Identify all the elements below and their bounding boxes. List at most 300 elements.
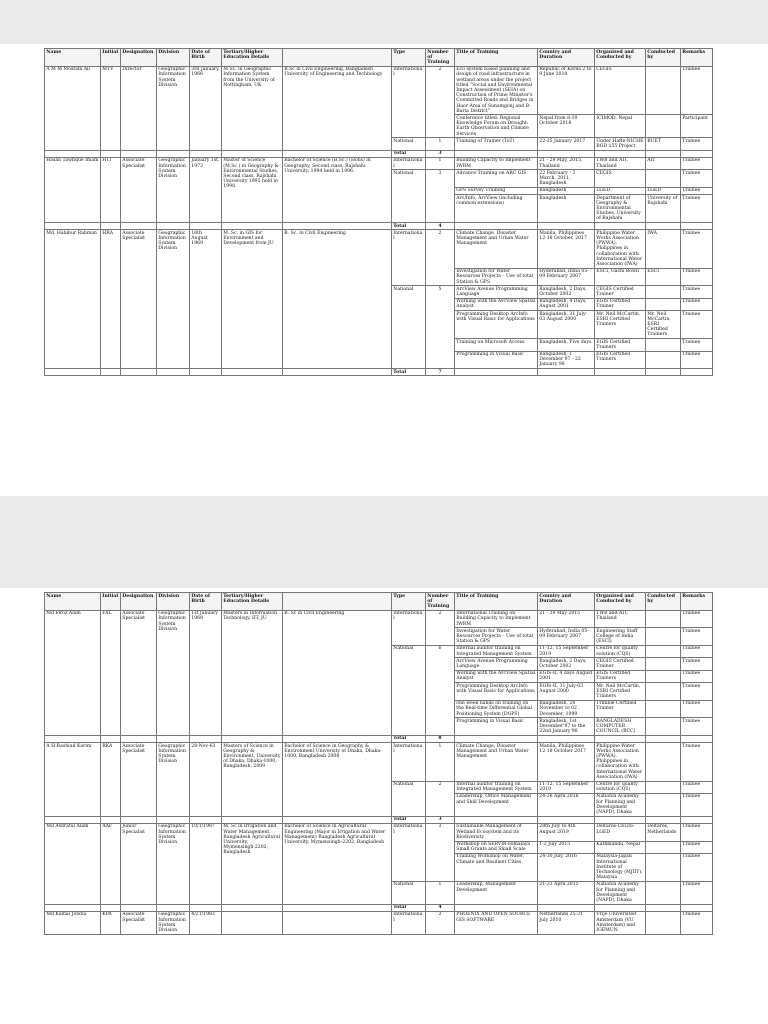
person-designation: Associate Specialist: [121, 743, 157, 817]
person-initial: MTV: [101, 66, 121, 150]
training-title: ArcView Avenue Programming Language: [455, 658, 538, 670]
training-organizer: Engineering Staff College of India (ESCI): [595, 628, 646, 646]
training-title: Building Capacity to Implement IWRM: [455, 157, 538, 169]
training-title: Working with the ArcView Spatial Analyst: [455, 298, 538, 310]
blank-cell: [121, 150, 157, 157]
training-type: National: [392, 781, 426, 816]
training-count: 1: [426, 881, 455, 904]
training-type: International: [392, 911, 426, 934]
column-header: Type: [392, 49, 426, 67]
training-country-duration: Netherlands 25-31 July 2010: [538, 911, 595, 934]
training-organizer: Deltares-CEGIS-LGED: [595, 823, 646, 841]
training-organizer: CEGIS Certified Trainer: [595, 286, 646, 298]
training-remark: Trainee: [681, 66, 713, 115]
training-country-duration: 21 - 29 May 2015: [538, 610, 595, 628]
total-label: Total: [392, 816, 426, 823]
training-country-duration: Bangladesh, 2 Days, October 2002: [538, 658, 595, 670]
blank-cell: [222, 816, 283, 823]
total-count: 4: [426, 904, 455, 911]
training-count: 5: [426, 286, 455, 369]
training-conducted-by: University of Rajshahi: [646, 195, 681, 223]
training-title: Investigation for Water Resources Projects – Use of total Station & GPS: [455, 628, 538, 646]
training-organizer: ICIMOD, Nepal: [595, 115, 646, 138]
blank-cell: [595, 150, 646, 157]
total-row: [45, 369, 713, 376]
training-remark: Trainee: [681, 823, 713, 841]
person-name: Md. Habibur Rahman: [45, 230, 101, 369]
training-country-duration: Hyderabad, India 05-09 February 2007: [538, 628, 595, 646]
column-header: [283, 49, 392, 67]
training-remark: Trainee: [681, 841, 713, 853]
blank-cell: [283, 816, 392, 823]
training-title: International Training on Building Capacity to Implement IWRM: [455, 610, 538, 628]
training-title: PHOENIX AND OPEN SOURCE GIS SOFTWARE: [455, 911, 538, 934]
blank-cell: [157, 223, 190, 230]
total-label: Total: [392, 735, 426, 742]
blank-cell: [646, 816, 681, 823]
training-conducted-by: [646, 853, 681, 881]
training-remark: Trainee: [681, 339, 713, 351]
education-postgraduate: M. Sc. in GIS for Environment and Development from JU: [222, 230, 283, 369]
training-remark: Trainee: [681, 911, 713, 934]
blank-cell: [595, 904, 646, 911]
blank-cell: [101, 223, 121, 230]
blank-cell: [595, 816, 646, 823]
column-header: Conducted by: [646, 593, 681, 611]
blank-cell: [157, 150, 190, 157]
training-conducted-by: [646, 628, 681, 646]
training-country-duration: 28th July to 4th August 2019: [538, 823, 595, 841]
blank-cell: [681, 150, 713, 157]
training-organizer: CEGIS Certified Trainer: [595, 658, 646, 670]
person-designation: Associate Specialist: [121, 610, 157, 735]
training-conducted-by: [646, 339, 681, 351]
training-country-duration: EGIS-II, 4 days August 2001: [538, 670, 595, 682]
total-row: [45, 816, 713, 823]
column-header: Initial: [101, 593, 121, 611]
total-label: Total: [392, 150, 426, 157]
training-remark: Trainee: [681, 781, 713, 793]
blank-cell: [190, 904, 222, 911]
training-remark: Trainee: [681, 157, 713, 169]
training-country-duration: 21 - 29 May, 2015, Thailand: [538, 157, 595, 169]
training-type: International: [392, 610, 426, 645]
training-conducted-by: [646, 841, 681, 853]
column-header: [283, 593, 392, 611]
blank-cell: [222, 223, 283, 230]
training-country-duration: Bangladesh, 1 December 97 - 22 January 98: [538, 351, 595, 369]
training-conducted-by: [646, 683, 681, 701]
blank-cell: [101, 904, 121, 911]
column-header: Tertiary/Higher Education Details: [222, 593, 283, 611]
training-conducted-by: [646, 911, 681, 934]
column-header: Date of Birth: [190, 593, 222, 611]
blank-cell: [157, 816, 190, 823]
training-title: Training Workshop on Water, Climate and Resilient Cities: [455, 853, 538, 881]
blank-cell: [222, 735, 283, 742]
total-count: 3: [426, 816, 455, 823]
total-row: [45, 150, 713, 157]
column-header: Number of Training: [426, 49, 455, 67]
person-division: Geographic Information System Division: [157, 743, 190, 817]
column-header: Date of Birth: [190, 49, 222, 67]
blank-cell: [595, 735, 646, 742]
training-conducted-by: IWA: [646, 230, 681, 268]
training-remark: Trainee: [681, 230, 713, 268]
training-title: Programming Desktop ArcInfo with Visual Basic for Applications: [455, 683, 538, 701]
training-country-duration: Bangladesh, 2 Days, October 2002: [538, 286, 595, 298]
person-initial: FAL: [101, 610, 121, 735]
training-title: Sustainable Management of Wetland Ecosystem and its Biodiversity: [455, 823, 538, 841]
training-count: 2: [426, 66, 455, 138]
training-organizer: CEGIS: [595, 66, 646, 115]
table-header-row: [45, 49, 713, 67]
training-title: Leadership, Management Development: [455, 881, 538, 904]
person-name: A H Rashiud Karim: [45, 743, 101, 817]
training-remark: Trainee: [681, 138, 713, 150]
training-organizer: Vrije Universiteit Amsterdam (VU Amsterdam) and IGEMUN: [595, 911, 646, 934]
total-label: Total: [392, 223, 426, 230]
total-row: [45, 904, 713, 911]
blank-cell: [222, 150, 283, 157]
education-graduate: Bachelor of Science in Agricultural Engineering (Major in Irrigation and Water Management) Bangladesh Agricultural University, Mymensingh-2202, Bangladesh: [283, 823, 392, 904]
education-graduate: [283, 911, 392, 934]
training-title: Programming Desktop ArcInfo with Visual Basic for Applications: [455, 311, 538, 339]
training-conducted-by: [646, 351, 681, 369]
blank-cell: [157, 369, 190, 376]
person-initial: RKA: [101, 743, 121, 817]
blank-cell: [455, 735, 538, 742]
training-remark: Trainee: [681, 628, 713, 646]
training-country-duration: Bangladesh, 31 July-03 August 2000: [538, 311, 595, 339]
training-organizer: Under Haffe-NICHE BGD 155 Project: [595, 138, 646, 150]
training-title: Workshop on SERVIR-Himalaya Small Grants and Small Scale: [455, 841, 538, 853]
training-title: ArcView Avenue Programming Language: [455, 286, 538, 298]
blank-cell: [45, 735, 101, 742]
training-count: 1: [426, 743, 455, 781]
training-type: National: [392, 138, 426, 150]
education-postgraduate: M.Sc. in Geographic Information System from the University of Nottingham, UK: [222, 66, 283, 150]
training-count: 6: [426, 645, 455, 735]
blank-cell: [681, 904, 713, 911]
blank-cell: [455, 223, 538, 230]
training-title: Eco system based planning and design of road infrastructure in wetland areas under the project titled "Social and Environmental Impact Assessment (SEIA) on Construction of Prime Minister's Committed Roads and Bridges in Haor Area of Sunamgonj and B-Baria District": [455, 66, 538, 115]
training-remark: Trainee: [681, 195, 713, 223]
education-postgraduate: Master of Science (M.Sc.) in Geography & Environmental Studies, Second class, Rajshahi University 1995 held in 1998.: [222, 157, 283, 222]
blank-cell: [283, 223, 392, 230]
training-count: 3: [426, 823, 455, 881]
person-name: Md Kamal Jondia: [45, 911, 101, 934]
training-remark: Trainee: [681, 718, 713, 736]
total-row: [45, 735, 713, 742]
training-type: International: [392, 230, 426, 286]
person-initial: HTI: [101, 157, 121, 222]
blank-cell: [101, 150, 121, 157]
table-row: [45, 157, 713, 169]
training-organizer: Centre for quality solution (CQS): [595, 781, 646, 793]
training-remark: Trainee: [681, 793, 713, 816]
training-organizer: LGED: [595, 187, 646, 194]
training-remark: Trainee: [681, 311, 713, 339]
training-title: Programming in Visual Basic: [455, 351, 538, 369]
blank-cell: [283, 735, 392, 742]
total-count: 7: [426, 369, 455, 376]
training-count: 1: [426, 157, 455, 169]
training-country-duration: 1-2 July 2015: [538, 841, 595, 853]
blank-cell: [121, 223, 157, 230]
training-country-duration: Republic of Korea 2 to 9 June 2018: [538, 66, 595, 115]
blank-cell: [538, 150, 595, 157]
date-of-birth: 4/21/1983: [190, 911, 222, 934]
training-organizer: National Academy for Planning and Development (NAPD), Dhaka: [595, 793, 646, 816]
blank-cell: [45, 816, 101, 823]
training-type: National: [392, 286, 426, 369]
training-title: Conference titled: Regional Knowledge Forum on Drought: Earth Observation and Climate Services: [455, 115, 538, 138]
blank-cell: [222, 904, 283, 911]
training-title: Internal auditor training on Integrated Management System: [455, 645, 538, 657]
training-conducted-by: [646, 670, 681, 682]
date-of-birth: 16th August 1969: [190, 230, 222, 369]
training-country-duration: Manila, Philippines 12-18 October, 2017: [538, 230, 595, 268]
training-count: 2: [426, 911, 455, 934]
column-header: Country and Duration: [538, 593, 595, 611]
education-postgraduate: Masters of Science in Geography & Environment, University of Dhaka, Dhaka-1000, Bangladesh, 2009: [222, 743, 283, 817]
training-country-duration: Bangladesh, 1st December'97 to the 22nd January'98: [538, 718, 595, 736]
blank-cell: [101, 735, 121, 742]
training-country-duration: 22-25 January 2017: [538, 138, 595, 150]
column-header: Division: [157, 593, 190, 611]
blank-cell: [646, 150, 681, 157]
training-remark: Trainee: [681, 853, 713, 881]
training-organizer: Philippine Water Works Association (PWWA), Philippines in collaboration with International Water Association (IWA): [595, 230, 646, 268]
blank-cell: [538, 904, 595, 911]
person-name: Md Firoz Alam: [45, 610, 101, 735]
education-graduate: B. Sc. in Civil Engineering: [283, 230, 392, 369]
training-conducted-by: [646, 645, 681, 657]
education-postgraduate: [222, 911, 283, 934]
training-country-duration: Bangladesh: [538, 187, 595, 194]
column-header: Initial: [101, 49, 121, 67]
blank-cell: [222, 369, 283, 376]
blank-cell: [646, 223, 681, 230]
person-division: Geographic Information System Division: [157, 66, 190, 150]
column-header: Conducted by: [646, 49, 681, 67]
training-table-page-2: [44, 592, 713, 935]
total-count: 8: [426, 735, 455, 742]
training-conducted-by: ESCI: [646, 268, 681, 286]
column-header: Division: [157, 49, 190, 67]
training-title: Internal auditor training on Integrated Management System: [455, 781, 538, 793]
document-page-1: [0, 44, 768, 496]
training-country-duration: 24-26 April 2016: [538, 793, 595, 816]
training-title: one week hands on training on the Real-time Differential Global Positioning System (DGPS): [455, 700, 538, 718]
education-postgraduate: Masters in Information Technology, IIT, JU: [222, 610, 283, 735]
blank-cell: [681, 369, 713, 376]
training-country-duration: Hyderabad, India 05-09 February 2007: [538, 268, 595, 286]
person-initial: KPA: [101, 911, 121, 934]
blank-cell: [190, 369, 222, 376]
training-organizer: EGIS Certified Trainer: [595, 298, 646, 310]
total-label: Total: [392, 369, 426, 376]
blank-cell: [646, 904, 681, 911]
training-type: National: [392, 645, 426, 735]
total-row: [45, 223, 713, 230]
training-country-duration: 22 February - 3 March, 2011, Bangladesh: [538, 170, 595, 188]
blank-cell: [455, 816, 538, 823]
blank-cell: [190, 816, 222, 823]
education-postgraduate: M. Sc in Irrigation and Water Management, Bangladesh Agricultural University, Mymensingh-2202, Bangladesh: [222, 823, 283, 904]
training-type: National: [392, 170, 426, 223]
training-remark: Trainee: [681, 658, 713, 670]
training-title: Advance Training on ARC GIS: [455, 170, 538, 188]
blank-cell: [121, 904, 157, 911]
blank-cell: [681, 816, 713, 823]
blank-cell: [646, 369, 681, 376]
person-division: Geographic Information System Division: [157, 230, 190, 369]
blank-cell: [121, 369, 157, 376]
column-header: Title of Training: [455, 49, 538, 67]
blank-cell: [595, 369, 646, 376]
education-graduate: B.Sc in Civil Engineering, Bangladesh University of Engineering and Technology: [283, 66, 392, 150]
blank-cell: [45, 904, 101, 911]
training-remark: Trainee: [681, 670, 713, 682]
person-division: Geographic Information System Division: [157, 610, 190, 735]
training-organizer: Trimble Certified Trainer: [595, 700, 646, 718]
training-remark: Trainee: [681, 170, 713, 188]
blank-cell: [101, 369, 121, 376]
column-header: Number of Training: [426, 593, 455, 611]
blank-cell: [283, 904, 392, 911]
table-row: [45, 823, 713, 841]
training-organizer: CEGIS: [595, 170, 646, 188]
person-division: Geographic Information System Division: [157, 911, 190, 934]
blank-cell: [538, 369, 595, 376]
training-organizer: TWB and AIT, Thailand: [595, 157, 646, 169]
column-header: Organized and Conducted by: [595, 49, 646, 67]
column-header: Name: [45, 49, 101, 67]
blank-cell: [101, 816, 121, 823]
training-country-duration: Bangladesh: [538, 195, 595, 223]
training-country-duration: 21-23 April 2015: [538, 881, 595, 904]
training-conducted-by: BUET: [646, 138, 681, 150]
blank-cell: [283, 150, 392, 157]
person-designation: Junior Specialist: [121, 823, 157, 904]
training-remark: Trainee: [681, 286, 713, 298]
training-remark: Trainee: [681, 881, 713, 904]
blank-cell: [283, 369, 392, 376]
person-name: A M M Mostafa Ali: [45, 66, 101, 150]
table-row: [45, 66, 713, 115]
blank-cell: [455, 904, 538, 911]
blank-cell: [595, 223, 646, 230]
training-count: 2: [426, 610, 455, 645]
column-header: Title of Training: [455, 593, 538, 611]
date-of-birth: 3rd January, 1966: [190, 66, 222, 150]
training-country-duration: 24-30 July, 2016: [538, 853, 595, 881]
column-header: Organized and Conducted by: [595, 593, 646, 611]
person-designation: Associate Specialist: [121, 230, 157, 369]
person-designation: Director: [121, 66, 157, 150]
blank-cell: [121, 816, 157, 823]
column-header: Designation: [121, 49, 157, 67]
training-conducted-by: Deltares, Netherlands: [646, 823, 681, 841]
training-organizer: Kathmandu, Nepal: [595, 841, 646, 853]
table-row: [45, 743, 713, 781]
blank-cell: [681, 223, 713, 230]
training-conducted-by: [646, 793, 681, 816]
person-initial: HRA: [101, 230, 121, 369]
person-initial: AAF: [101, 823, 121, 904]
person-division: Geographic Information System Division: [157, 157, 190, 222]
column-header: Country and Duration: [538, 49, 595, 67]
training-organizer: Philippine Water Works Association (PWWA), Philippines in collaboration with International Water Association (IWA): [595, 743, 646, 781]
person-designation: Associate Specialist: [121, 911, 157, 934]
blank-cell: [157, 735, 190, 742]
column-header: Remarks: [681, 593, 713, 611]
training-conducted-by: [646, 658, 681, 670]
training-conducted-by: [646, 718, 681, 736]
blank-cell: [190, 735, 222, 742]
training-organizer: EGIS Certified Trainers: [595, 670, 646, 682]
blank-cell: [190, 223, 222, 230]
blank-cell: [190, 150, 222, 157]
training-title: Working with the ArcView Spatial Analyst: [455, 670, 538, 682]
training-organizer: National Academy for Planning and Development (NAPD), Dhaka: [595, 881, 646, 904]
blank-cell: [538, 816, 595, 823]
training-remark: Trainee: [681, 700, 713, 718]
blank-cell: [538, 223, 595, 230]
total-count: 3: [426, 150, 455, 157]
training-count: 2: [426, 781, 455, 816]
date-of-birth: 10/1/1987: [190, 823, 222, 904]
training-count: 2: [426, 230, 455, 286]
training-organizer: BANGLADESH COMPUTER COUNCIL (BCC): [595, 718, 646, 736]
training-conducted-by: [646, 286, 681, 298]
education-graduate: Bachelor of Science (B.Sc.) (Hons) in Geography, Second class, Rajshahi University, 1994 held in 1996.: [283, 157, 392, 222]
training-conducted-by: [646, 700, 681, 718]
person-name: Md Ashraful Alam: [45, 823, 101, 904]
training-table-page-1: [44, 48, 713, 376]
training-organizer: TWB and AIT, Thailand: [595, 610, 646, 628]
training-remark: Participant: [681, 115, 713, 138]
training-organizer: ESCI, Gachi Bowli: [595, 268, 646, 286]
training-remark: Trainee: [681, 683, 713, 701]
person-designation: Associate Specialist: [121, 157, 157, 222]
training-type: International: [392, 66, 426, 138]
training-conducted-by: [646, 610, 681, 628]
training-title: Arc/Info, ArcView (including common extensions): [455, 195, 538, 223]
training-organizer: Mr. Neil McCartin, ESRI Certified Trainers: [595, 683, 646, 701]
training-conducted-by: [646, 170, 681, 188]
training-conducted-by: [646, 115, 681, 138]
training-title: Training on Microsoft Access: [455, 339, 538, 351]
training-organizer: Department of Geography & Environmental Studies, University of Rajshahi: [595, 195, 646, 223]
blank-cell: [157, 904, 190, 911]
training-conducted-by: LGED: [646, 187, 681, 194]
column-header: Tertiary/Higher Education Details: [222, 49, 283, 67]
training-conducted-by: [646, 881, 681, 904]
training-remark: Trainee: [681, 645, 713, 657]
training-title: Investigation for Water Resources Projects – Use of total Station & GPS: [455, 268, 538, 286]
training-conducted-by: [646, 66, 681, 115]
training-count: 1: [426, 138, 455, 150]
training-title: Training of Trainer (ToT): [455, 138, 538, 150]
training-remark: Trainee: [681, 187, 713, 194]
training-type: International: [392, 157, 426, 169]
training-organizer: Malaysia-Japan International Institute of Technology (MJIIT), Malaysia: [595, 853, 646, 881]
training-conducted-by: [646, 781, 681, 793]
training-country-duration: 11-12, 15 September 2019: [538, 781, 595, 793]
